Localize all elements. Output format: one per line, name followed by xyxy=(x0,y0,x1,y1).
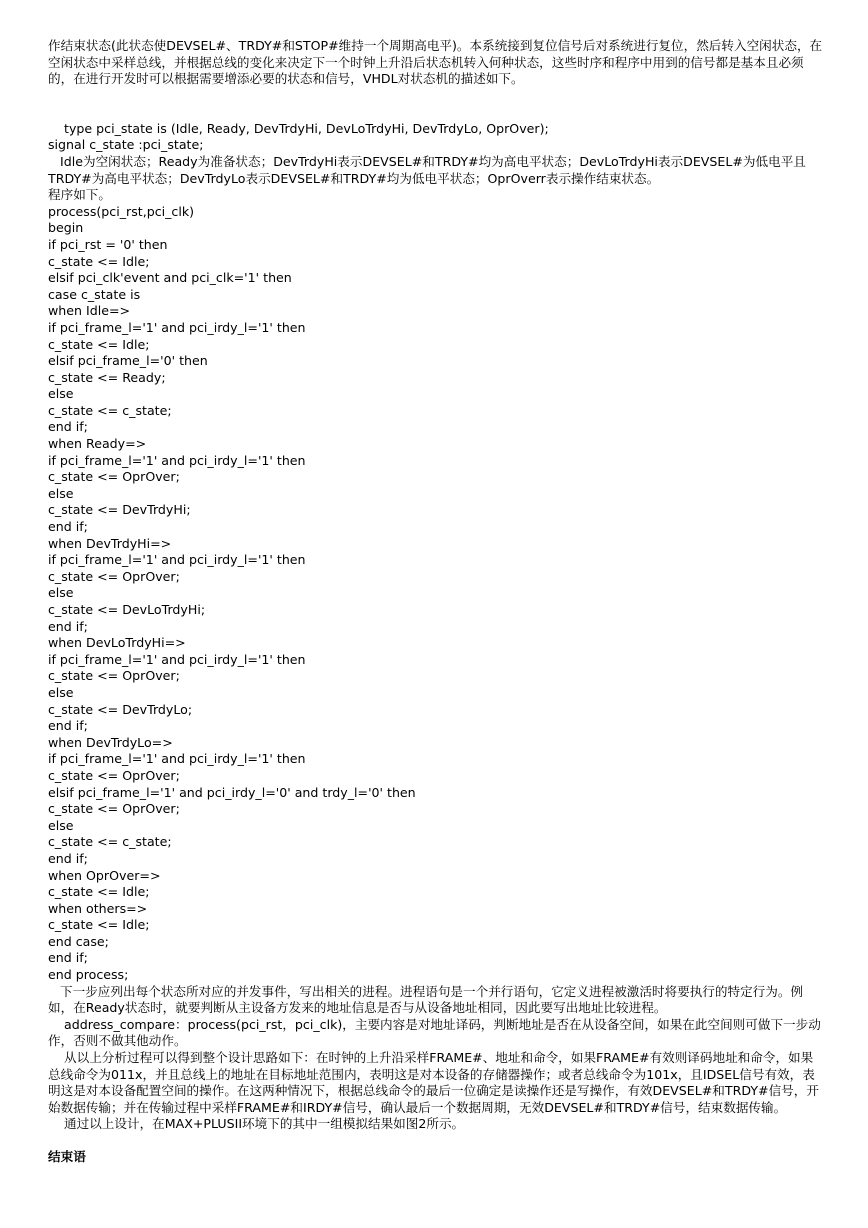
code-line: when DevLoTrdyHi=> xyxy=(48,635,186,651)
code-line: when DevTrdyLo=> xyxy=(48,734,173,750)
document-page xyxy=(48,38,824,1166)
code-line: c_state <= OprOver; xyxy=(48,668,180,684)
code-line: end if; xyxy=(48,519,88,535)
design-analysis-paragraph: 从以上分析过程可以得到整个设计思路如下：在时钟的上升沿采样FRAME#、地址和命令，如果FRAME#有效则译码地址和命令，如果总线命令为011x，并且总线上的地址在目标地址范围内，表明这是对本设备的存储器操作；或者总线命令为101x，且IDSEL信号有效，表明这是对本设备配置空间的操作。在这两种情况下，根据总线命令的最后一位确定是读操作还是写操作，有效DEVSEL#和TRDY#信号，开始数据传输；并在传输过程中采样FRAME#和IRDY#信号，确认最后一个数据周期，无效DEVSEL#和TRDY#信号，结束数据传输。 xyxy=(48,1050,819,1115)
code-line: when others=> xyxy=(48,900,148,916)
code-line: end if; xyxy=(48,950,88,966)
code-line: c_state <= Idle; xyxy=(48,253,150,269)
code-line: else xyxy=(48,386,74,402)
code-line: begin xyxy=(48,220,84,236)
state-description-paragraph: Idle为空闲状态；Ready为准备状态；DevTrdyHi表示DEVSEL#和TRDY#均为高电平状态；DevLoTrdyHi表示DEVSEL#为低电平且TRDY#为高电平状态；DevTrdyLo表示DEVSEL#和TRDY#均为低电平状态；OprOverr表示操作结束状态。 xyxy=(48,153,806,186)
code-line: if pci_frame_l='1' and pci_irdy_l='1' then xyxy=(48,452,306,468)
simulation-result-paragraph: 通过以上设计，在MAX+PLUSII环境下的其中一组模拟结果如图2所示。 xyxy=(48,1116,465,1132)
code-line: c_state <= Idle; xyxy=(48,336,150,352)
code-line: end if; xyxy=(48,419,88,435)
code-line: c_state <= DevLoTrdyHi; xyxy=(48,602,206,617)
code-line: end if; xyxy=(48,718,88,734)
code-line: if pci_frame_l='1' and pci_irdy_l='1' then xyxy=(48,651,306,667)
code-line: c_state <= Idle; xyxy=(48,917,150,933)
code-line: c_state <= DevTrdyHi; xyxy=(48,502,191,518)
code-line: else xyxy=(48,817,74,833)
code-line: c_state <= OprOver; xyxy=(48,568,180,584)
next-step-paragraph: 下一步应列出每个状态所对应的并发事件，写出相关的进程。进程语句是一个并行语句，它定义进程被激活时将要执行的特定行为。例如，在Ready状态时，就要判断从主设备方发来的地址信息是否与从设备地址相同，因此要写出地址比较进程。 xyxy=(48,983,804,1016)
code-line: if pci_frame_l='1' and pci_irdy_l='1' then xyxy=(48,552,306,568)
code-line: when DevTrdyHi=> xyxy=(48,535,172,551)
code-line: elsif pci_clk'event and pci_clk='1' then xyxy=(48,270,292,286)
code-line: case c_state is xyxy=(48,286,141,302)
code-line: c_state <= DevTrdyLo; xyxy=(48,701,193,717)
intro-paragraph: 作结束状态(此状态使DEVSEL#、TRDY#和STOP#维持一个周期高电平)。本系统接到复位信号后对系统进行复位，然后转入空闲状态，在空闲状态中采样总线，并根据总线的变化来决定下一个时钟上升沿后状态机转入何种状态，这些时序和程序中用到的信号都是基本且必须的，在进行开发时可以根据需要增添必要的状态和信号，VHDL对状态机的描述如下。 xyxy=(48,38,823,87)
spacer xyxy=(48,88,824,121)
code-line: if pci_rst = '0' then xyxy=(48,236,168,252)
code-line: end process; xyxy=(48,967,129,983)
code-line: c_state <= Idle; xyxy=(48,884,150,900)
vhdl-code-block xyxy=(48,204,824,984)
code-line: process(pci_rst,pci_clk) xyxy=(48,203,195,219)
code-line: c_state <= OprOver; xyxy=(48,469,180,485)
code-line: end if; xyxy=(48,618,88,634)
conclusion-heading: 结束语 xyxy=(48,1149,86,1164)
address-compare-paragraph: address_compare：process(pci_rst，pci_clk)，主要内容是对地址译码，判断地址是否在从设备空间，如果在此空间则可做下一步动作，否则不做其他动作。 xyxy=(48,1016,821,1049)
code-line: end case; xyxy=(48,933,109,949)
code-line: if pci_frame_l='1' and pci_irdy_l='1' then xyxy=(48,319,306,335)
code-line: c_state <= OprOver; xyxy=(48,801,180,817)
code-line: else xyxy=(48,585,74,601)
code-line: end if; xyxy=(48,850,88,866)
code-line: c_state <= OprOver; xyxy=(48,767,180,783)
code-line: when Idle=> xyxy=(48,303,131,319)
code-line: else xyxy=(48,485,74,501)
code-line: if pci_frame_l='1' and pci_irdy_l='1' then xyxy=(48,751,306,767)
code-line: c_state <= c_state; xyxy=(48,834,172,850)
code-line: else xyxy=(48,684,74,700)
code-line: c_state <= c_state; xyxy=(48,402,172,418)
signal-declaration: signal c_state :pci_state; xyxy=(48,137,204,153)
code-line: c_state <= Ready; xyxy=(48,369,166,385)
code-line: when Ready=> xyxy=(48,436,147,452)
program-intro: 程序如下。 xyxy=(48,187,111,203)
code-line: elsif pci_frame_l='1' and pci_irdy_l='0' and trdy_l='0' then xyxy=(48,784,416,800)
code-line: elsif pci_frame_l='0' then xyxy=(48,353,208,369)
type-declaration: type pci_state is (Idle, Ready, DevTrdyHi, DevLoTrdyHi, DevTrdyLo, OprOver); xyxy=(48,120,549,136)
code-line: when OprOver=> xyxy=(48,867,161,883)
